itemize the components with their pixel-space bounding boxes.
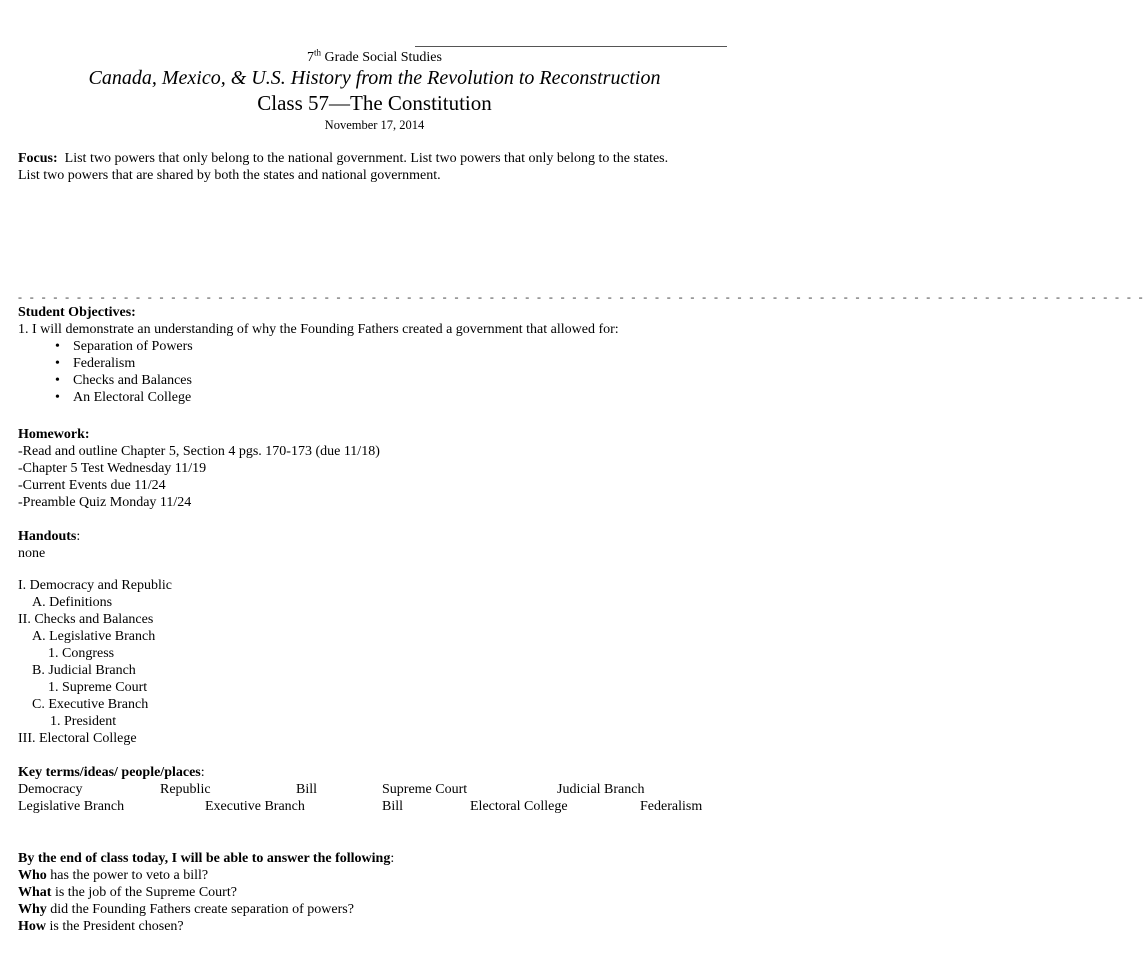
handouts-value: none bbox=[18, 546, 46, 561]
outline-item: C. Executive Branch bbox=[32, 697, 149, 712]
key-term: Republic bbox=[160, 782, 211, 797]
colon: : bbox=[390, 851, 395, 866]
question bbox=[18, 884, 394, 901]
focus-line: List two powers that only belong to the national government. List two powers that only belong to the states. bbox=[64, 151, 669, 166]
outline bbox=[18, 577, 172, 747]
grade-num: 7 bbox=[307, 50, 315, 65]
objectives-label: Student Objectives: bbox=[18, 305, 136, 320]
question-word: How bbox=[18, 919, 46, 934]
grade-sup: th bbox=[314, 47, 322, 58]
questions-section bbox=[18, 850, 394, 935]
objective-item: 1. I will demonstrate an understanding of why the Founding Fathers created a government that allowed for: bbox=[18, 322, 619, 337]
question bbox=[18, 867, 394, 884]
key-term: Bill bbox=[296, 782, 318, 797]
key-term: Bill bbox=[382, 799, 404, 814]
outline-item: 1. President bbox=[50, 714, 117, 729]
colon: : bbox=[200, 765, 205, 780]
focus-line: List two powers that are shared by both the states and national government. bbox=[18, 168, 441, 183]
handouts-label: Handouts bbox=[18, 529, 77, 544]
outline-item: A. Legislative Branch bbox=[32, 629, 156, 644]
grade-heading bbox=[0, 47, 749, 66]
homework-item: -Chapter 5 Test Wednesday 11/19 bbox=[18, 461, 207, 476]
handouts-section bbox=[18, 528, 80, 562]
question-word: Who bbox=[18, 868, 47, 883]
outline-item: II. Checks and Balances bbox=[18, 612, 154, 627]
grade-text: Grade Social Studies bbox=[321, 50, 442, 65]
questions-label: By the end of class today, I will be able to answer the following bbox=[18, 851, 391, 866]
homework-item: -Read and outline Chapter 5, Section 4 pgs. 170-173 (due 11/18) bbox=[18, 444, 380, 459]
colon: : bbox=[76, 529, 81, 544]
date: November 17, 2014 bbox=[324, 118, 425, 132]
key-term: Electoral College bbox=[470, 799, 568, 814]
key-term: Democracy bbox=[18, 782, 83, 797]
homework-section bbox=[18, 426, 380, 511]
objective-bullet: • Federalism bbox=[18, 355, 619, 372]
question-text: has the power to veto a bill? bbox=[46, 868, 209, 883]
objectives-section bbox=[18, 304, 619, 406]
key-terms-heading bbox=[18, 764, 205, 781]
name-line bbox=[415, 46, 727, 47]
focus-label: Focus: bbox=[18, 151, 58, 166]
question-text: is the job of the Supreme Court? bbox=[51, 885, 237, 900]
question bbox=[18, 918, 394, 935]
key-term: Legislative Branch bbox=[18, 799, 125, 814]
outline-item: III. Electoral College bbox=[18, 731, 137, 746]
question-text: is the President chosen? bbox=[46, 919, 184, 934]
outline-item: A. Definitions bbox=[32, 595, 113, 610]
divider: - - - - - - - - - - - - - - - - - - - - - - - - - - - - - - - - - - - - - - - - - - - - - - - - - - - - - - - - - - - - - - - - - - - - - - - - - - - - - - - - - - - - - - - - - - - - - - - - bbox=[18, 290, 1145, 304]
objective-bullet: • Separation of Powers bbox=[18, 338, 619, 355]
focus-section bbox=[18, 150, 668, 184]
outline-item: B. Judicial Branch bbox=[32, 663, 136, 678]
homework-label: Homework: bbox=[18, 427, 90, 442]
key-term: Supreme Court bbox=[382, 782, 468, 797]
key-term: Executive Branch bbox=[205, 799, 305, 814]
key-term: Judicial Branch bbox=[557, 782, 645, 797]
key-term: Federalism bbox=[640, 799, 703, 814]
homework-item: -Current Events due 11/24 bbox=[18, 478, 166, 493]
homework-item: -Preamble Quiz Monday 11/24 bbox=[18, 495, 192, 510]
class-title: Class 57—The Constitution bbox=[257, 91, 492, 115]
question bbox=[18, 901, 394, 918]
course-title: Canada, Mexico, & U.S. History from the Revolution to Reconstruction bbox=[88, 67, 661, 89]
outline-item: 1. Supreme Court bbox=[48, 680, 148, 695]
question-word: Why bbox=[18, 902, 47, 917]
objective-bullet: • Checks and Balances bbox=[18, 372, 619, 389]
key-terms bbox=[0, 781, 749, 815]
key-terms-label: Key terms/ideas/ people/places bbox=[18, 765, 201, 780]
question-text: did the Founding Fathers create separation of powers? bbox=[46, 902, 354, 917]
outline-item: 1. Congress bbox=[48, 646, 115, 661]
outline-item: I. Democracy and Republic bbox=[18, 578, 172, 593]
objective-bullet: • An Electoral College bbox=[18, 389, 619, 406]
question-word: What bbox=[18, 885, 52, 900]
